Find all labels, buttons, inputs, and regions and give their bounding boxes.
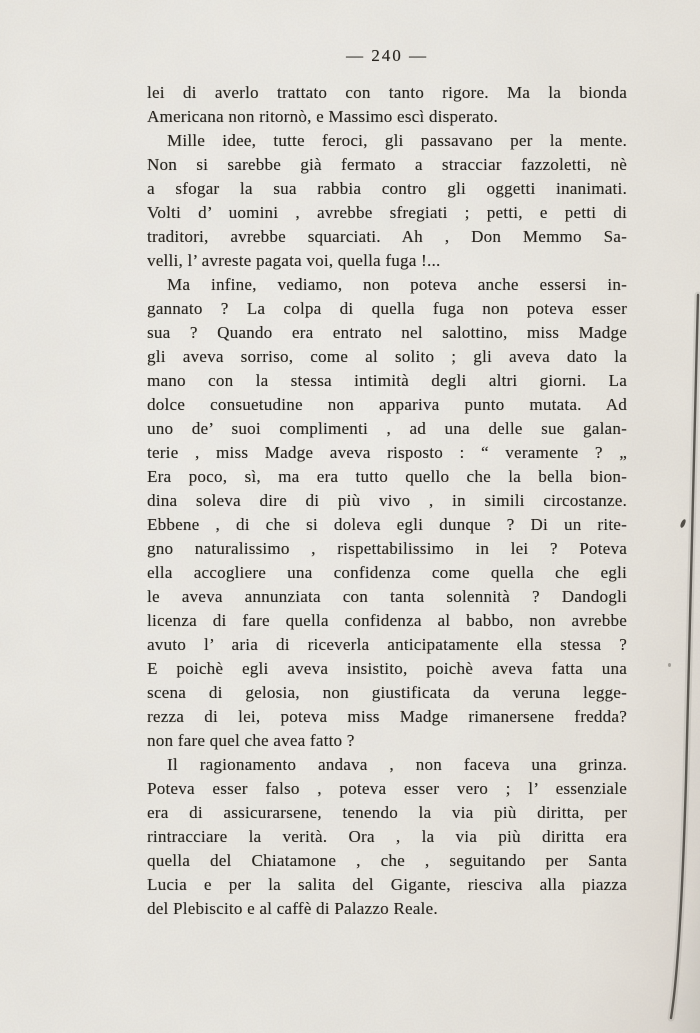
paragraph <box>147 753 627 921</box>
text-line: velli, l’ avreste pagata voi, quella fuga !... <box>147 251 441 270</box>
text-line: Poteva esser falso , poteva esser vero ; l’ essenziale <box>147 779 627 798</box>
text-line: mano con la stessa intimità degli altri giorni. La <box>147 371 627 390</box>
text-line: ella accogliere una confidenza come quella che egli <box>147 563 627 582</box>
ink-speck <box>680 519 687 529</box>
ink-speck <box>668 663 671 667</box>
text-line: scena di gelosia, non giustificata da veruna legge- <box>147 683 627 702</box>
text-line: gannato ? La colpa di quella fuga non poteva esser <box>147 299 627 318</box>
text-block <box>147 81 627 921</box>
text-line: traditori, avrebbe squarciati. Ah , Don Memmo Sa- <box>147 227 627 246</box>
text-line: licenza di fare quella confidenza al babbo, non avrebbe <box>147 611 627 630</box>
text-line: Ma infine, vediamo, non poteva anche essersi in- <box>167 275 627 294</box>
text-line: rezza di lei, poteva miss Madge rimanersene fredda? <box>147 707 627 726</box>
text-line: Volti d’ uomini , avrebbe sfregiati ; petti, e petti di <box>147 203 627 222</box>
text-line: Il ragionamento andava , non faceva una grinza. <box>167 755 627 774</box>
text-line: era di assicurarsene, tenendo la via più diritta, per <box>147 803 627 822</box>
text-line: Americana non ritornò, e Massimo escì disperato. <box>147 107 498 126</box>
text-line: Mille idee, tutte feroci, gli passavano per la mente. <box>167 131 627 150</box>
paragraph <box>147 273 627 753</box>
text-line: Non si sarebbe già fermato a stracciar fazzoletti, nè <box>147 155 627 174</box>
text-line: terie , miss Madge aveva risposto : “ veramente ? „ <box>147 443 627 462</box>
text-line: uno de’ suoi complimenti , ad una delle sue galan- <box>147 419 627 438</box>
text-line: lei di averlo trattato con tanto rigore. Ma la bionda <box>147 83 627 102</box>
text-line: le aveva annunziata con tanta solennità ? Dandogli <box>147 587 627 606</box>
text-line: a sfogar la sua rabbia contro gli oggetti inanimati. <box>147 179 627 198</box>
text-line: gno naturalissimo , rispettabilissimo in lei ? Poteva <box>147 539 627 558</box>
text-line: del Plebiscito e al caffè di Palazzo Reale. <box>147 899 438 918</box>
text-line: Ebbene , di che si doleva egli dunque ? Di un rite- <box>147 515 627 534</box>
text-line: dolce consuetudine non appariva punto mutata. Ad <box>147 395 627 414</box>
text-line: non fare quel che avea fatto ? <box>147 731 355 750</box>
paragraph <box>147 129 627 273</box>
text-line: E poichè egli aveva insistito, poichè aveva fatta una <box>147 659 627 678</box>
text-line: gli aveva sorriso, come al solito ; gli aveva dato la <box>147 347 627 366</box>
text-line: Lucia e per la salita del Gigante, riesciva alla piazza <box>147 875 627 894</box>
text-line: avuto l’ aria di riceverla anticipatamente ella stessa ? <box>147 635 627 654</box>
text-line: Era poco, sì, ma era tutto quello che la bella bion- <box>147 467 627 486</box>
text-line: rintracciare la verità. Ora , la via più diritta era <box>147 827 627 846</box>
paragraph <box>147 81 627 129</box>
text-line: dina soleva dire di più vivo , in simili circostanze. <box>147 491 627 510</box>
page-number: — 240 — <box>346 46 428 65</box>
text-line: quella del Chiatamone , che , seguitando per Santa <box>147 851 627 870</box>
text-line: sua ? Quando era entrato nel salottino, miss Madge <box>147 323 627 342</box>
